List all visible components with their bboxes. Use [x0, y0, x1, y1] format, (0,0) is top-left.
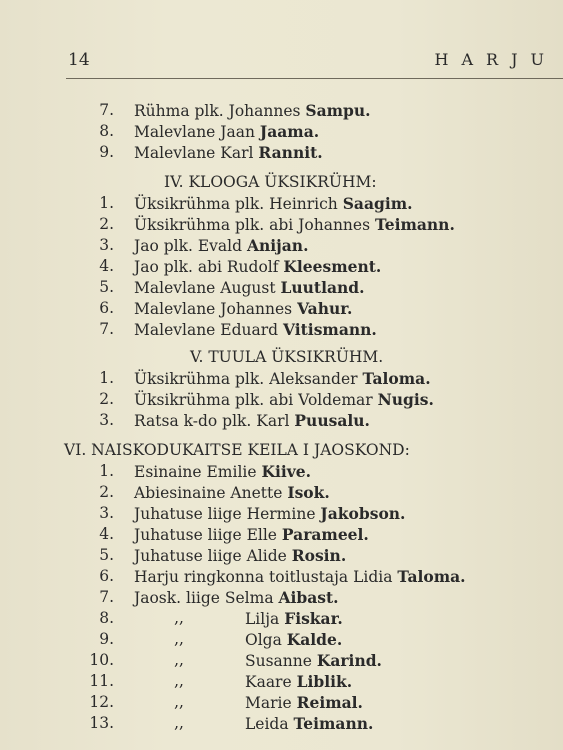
item-surname: Fiskar. [284, 609, 343, 628]
item-title-and-given-name: Jao plk. abi Rudolf [134, 258, 284, 276]
item-title-and-given-name: Juhatuse liige Alide [134, 547, 292, 565]
item-surname: Vahur. [297, 299, 353, 318]
item-surname: Taloma. [397, 567, 466, 586]
item-number: 8. [99, 122, 114, 140]
ditto-mark: ,, [174, 693, 184, 711]
list-item [0, 214, 563, 235]
item-number: 3. [99, 411, 114, 429]
continued-list [0, 100, 563, 163]
item-number: 7. [99, 101, 114, 119]
item-surname: Anijan. [246, 236, 309, 255]
item-number: 1. [99, 194, 114, 212]
item-given-name: Olga [245, 631, 287, 649]
item-surname: Puusalu. [294, 411, 370, 430]
item-surname: Jaama. [259, 122, 320, 141]
item-number: 5. [99, 546, 114, 564]
item-number: 6. [99, 299, 114, 317]
section-v-list [0, 368, 563, 431]
list-item [0, 587, 563, 608]
list-item [0, 319, 563, 340]
item-text [134, 368, 431, 390]
item-title-and-given-name: Malevlane August [134, 279, 281, 297]
list-item [0, 389, 563, 410]
item-text [245, 650, 382, 672]
item-surname: Isok. [287, 483, 330, 502]
item-title-and-given-name: Rühma plk. Johannes [134, 102, 306, 120]
item-text [134, 100, 371, 122]
item-title-and-given-name: Üksikrühma plk. abi Johannes [134, 216, 375, 234]
item-text [245, 629, 342, 651]
section-iv-list [0, 193, 563, 340]
item-surname: Kiive. [261, 462, 311, 481]
item-surname: Karind. [316, 651, 382, 670]
item-text [134, 256, 381, 278]
item-text [134, 461, 311, 483]
list-item [0, 256, 563, 277]
list-item [0, 692, 563, 713]
list-item [0, 410, 563, 431]
item-number: 9. [99, 143, 114, 161]
page-header [68, 50, 563, 76]
item-text [134, 545, 346, 567]
item-number: 2. [99, 215, 114, 233]
item-title-and-given-name: Ratsa k-do plk. Karl [134, 412, 295, 430]
item-number: 9. [99, 630, 114, 648]
item-title-and-given-name: Juhatuse liige Hermine [134, 505, 321, 523]
item-number: 13. [89, 714, 114, 732]
item-surname: Liblik. [296, 672, 353, 691]
item-text [134, 298, 352, 320]
item-number: 1. [99, 369, 114, 387]
page-number: 14 [68, 50, 90, 70]
page-content [0, 100, 563, 734]
item-text [134, 235, 308, 257]
list-item [0, 629, 563, 650]
list-item [0, 608, 563, 629]
list-item [0, 545, 563, 566]
item-number: 4. [99, 525, 114, 543]
list-item [0, 277, 563, 298]
item-text [134, 524, 369, 546]
item-number: 2. [99, 483, 114, 501]
list-item [0, 368, 563, 389]
item-title-and-given-name: Jao plk. Evald [134, 237, 247, 255]
item-surname: Kleesment. [283, 257, 382, 276]
item-text [245, 608, 343, 630]
list-item [0, 524, 563, 545]
item-given-name: Kaare [245, 673, 297, 691]
item-surname: Reimal. [296, 693, 363, 712]
item-text [134, 389, 434, 411]
item-number: 3. [99, 504, 114, 522]
item-number: 2. [99, 390, 114, 408]
item-surname: Rannit. [258, 143, 323, 162]
item-surname: Vitismann. [283, 320, 377, 339]
item-text [134, 587, 339, 609]
ditto-mark: ,, [174, 651, 184, 669]
item-text [134, 277, 365, 299]
item-text [134, 193, 413, 215]
item-text [245, 692, 363, 714]
item-number: 3. [99, 236, 114, 254]
item-given-name: Leida [245, 715, 294, 733]
list-item [0, 193, 563, 214]
item-title-and-given-name: Jaosk. liige Selma [134, 589, 279, 607]
list-item [0, 713, 563, 734]
item-text [245, 671, 352, 693]
item-given-name: Marie [245, 694, 297, 712]
item-given-name: Lilja [245, 610, 285, 628]
section-iv-heading: IV. KLOOGA ÜKSIKRÜHM: [164, 173, 377, 191]
list-item [0, 100, 563, 121]
list-item [0, 235, 563, 256]
item-surname: Luutland. [280, 278, 365, 297]
item-number: 10. [89, 651, 114, 669]
item-title-and-given-name: Malevlane Karl [134, 144, 259, 162]
item-number: 6. [99, 567, 114, 585]
list-item [0, 671, 563, 692]
header-rule [66, 78, 563, 79]
item-surname: Kalde. [286, 630, 343, 649]
list-item [0, 121, 563, 142]
item-title-and-given-name: Harju ringkonna toitlustaja Lidia [134, 568, 398, 586]
item-number: 11. [89, 672, 114, 690]
item-title-and-given-name: Malevlane Johannes [134, 300, 298, 318]
item-text [134, 503, 405, 525]
item-surname: Teimann. [374, 215, 455, 234]
item-surname: Jakobson. [320, 504, 406, 523]
item-text [134, 566, 466, 588]
section-vi-ditto-list [0, 608, 563, 734]
item-given-name: Susanne [245, 652, 317, 670]
ditto-mark: ,, [174, 714, 184, 732]
ditto-mark: ,, [174, 630, 184, 648]
list-item [0, 566, 563, 587]
item-text [134, 410, 370, 432]
list-item [0, 461, 563, 482]
item-number: 1. [99, 462, 114, 480]
item-number: 4. [99, 257, 114, 275]
item-number: 8. [99, 609, 114, 627]
item-number: 7. [99, 320, 114, 338]
item-number: 7. [99, 588, 114, 606]
item-title-and-given-name: Malevlane Eduard [134, 321, 283, 339]
running-title: HARJU [434, 50, 557, 69]
item-text [134, 214, 455, 236]
list-item [0, 482, 563, 503]
item-text [134, 142, 323, 164]
list-item [0, 503, 563, 524]
item-title-and-given-name: Üksikrühma plk. abi Voldemar [134, 391, 378, 409]
item-text [245, 713, 373, 735]
list-item [0, 142, 563, 163]
item-title-and-given-name: Esinaine Emilie [134, 463, 262, 481]
item-surname: Aibast. [278, 588, 339, 607]
item-number: 5. [99, 278, 114, 296]
item-surname: Rosin. [291, 546, 347, 565]
section-vi-heading: VI. NAISKODUKAITSE KEILA I JAOSKOND: [64, 441, 410, 459]
item-text [134, 121, 319, 143]
item-text [134, 319, 377, 341]
item-title-and-given-name: Üksikrühma plk. Heinrich [134, 195, 343, 213]
list-item [0, 650, 563, 671]
ditto-mark: ,, [174, 672, 184, 690]
item-title-and-given-name: Malevlane Jaan [134, 123, 260, 141]
item-surname: Saagim. [342, 194, 413, 213]
item-surname: Nugis. [377, 390, 434, 409]
ditto-mark: ,, [174, 609, 184, 627]
item-text [134, 482, 330, 504]
list-item [0, 298, 563, 319]
item-title-and-given-name: Juhatuse liige Elle [134, 526, 282, 544]
item-surname: Sampu. [305, 101, 371, 120]
item-title-and-given-name: Abiesinaine Anette [134, 484, 288, 502]
section-vi-list [0, 461, 563, 608]
item-surname: Teimann. [293, 714, 374, 733]
item-surname: Parameel. [281, 525, 369, 544]
section-v-heading: V. TUULA ÜKSIKRÜHM. [190, 348, 384, 366]
item-surname: Taloma. [362, 369, 431, 388]
item-number: 12. [89, 693, 114, 711]
item-title-and-given-name: Üksikrühma plk. Aleksander [134, 370, 363, 388]
